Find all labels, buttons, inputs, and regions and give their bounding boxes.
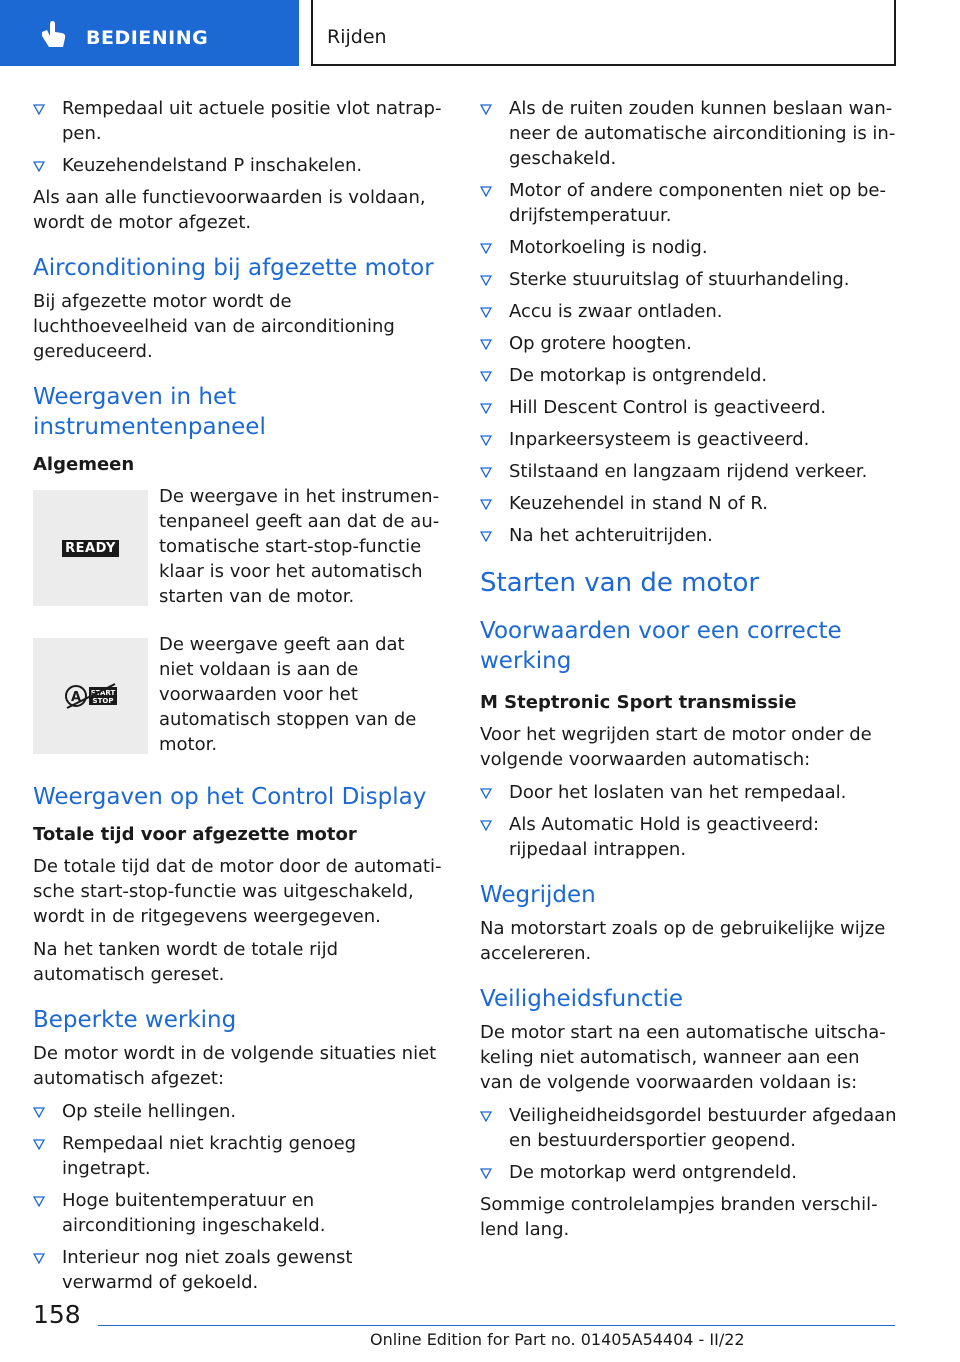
bullet-triangle-icon (480, 820, 492, 831)
bullet-triangle-icon (480, 307, 492, 318)
ready-icon: READY (62, 540, 119, 557)
list-item: Rempedaal niet krachtig genoeg ingetrapt. (33, 1131, 443, 1181)
bullet-triangle-icon (33, 1196, 45, 1207)
bullet-triangle-icon (480, 403, 492, 414)
bullet-triangle-icon (33, 161, 45, 172)
bullet-triangle-icon (480, 435, 492, 446)
list-item: Interieur nog niet zoals gewenst verwarmd of gekoeld. (33, 1245, 443, 1295)
paragraph: De totale tijd dat de motor door de automati-sche start-stop-functie was uitgeschakeld, wordt in de ritgegevens weergegeven. (33, 856, 442, 927)
paragraph: Na motorstart zoals op de gebruikelijke wijze accelereren. (480, 918, 886, 964)
section-heading: Voorwaarden voor een correcte werking (480, 618, 842, 674)
page-header (0, 0, 960, 66)
list-item: Motorkoeling is nodig. (480, 235, 898, 260)
subheading: Algemeen (33, 454, 135, 475)
list-item: Hoge buitentemperatuur en airconditioning ingeschakeld. (33, 1188, 443, 1238)
section-heading: Veiligheidsfunctie (480, 986, 684, 1012)
list-item: Accu is zwaar ontladen. (480, 299, 898, 324)
list-item: Als de ruiten zouden kunnen beslaan wan-neer de automatische airconditioning is in-geschakeld. (480, 96, 898, 171)
list-item: Sterke stuuruitslag of stuurhandeling. (480, 267, 898, 292)
section-label: BEDIENING (86, 27, 209, 49)
paragraph: Sommige controlelampjes branden verschil-lend lang. (480, 1194, 878, 1240)
footer-divider (98, 1325, 895, 1326)
svg-text:START: START (90, 689, 115, 697)
bullet-triangle-icon (480, 104, 492, 115)
list-item: Rempedaal uit actuele positie vlot natrap-pen. (33, 96, 443, 146)
bullet-triangle-icon (480, 339, 492, 350)
section-heading: Weergaven in het instrumentenpaneel (33, 384, 266, 440)
chapter-tab (311, 0, 896, 66)
left-column (33, 96, 443, 1302)
paragraph: De motor wordt in de volgende situaties niet automatisch afgezet: (33, 1043, 437, 1089)
section-heading: Beperkte werking (33, 1007, 237, 1033)
display-entry-startstop (33, 632, 443, 780)
bullet-triangle-icon (33, 1107, 45, 1118)
display-description: De weergave in het instrumen-tenpaneel geeft aan dat de au-tomatische start-stop-functie klaar is voor het automatisch starten van de motor. (159, 486, 440, 607)
chapter-label: Rijden (327, 26, 387, 48)
bullet-triangle-icon (480, 275, 492, 286)
paragraph: Na het tanken wordt de totale rijd automatisch gereset. (33, 939, 338, 985)
subheading: Totale tijd voor afgezette motor (33, 824, 357, 845)
hand-pointer-icon (36, 20, 70, 50)
bullet-triangle-icon (480, 788, 492, 799)
bullet-triangle-icon (480, 467, 492, 478)
display-description: De weergave geeft aan dat niet voldaan is aan de voorwaarden voor het automatisch stoppen van de motor. (159, 634, 417, 755)
page-number: 158 (33, 1300, 81, 1329)
list-item: Door het loslaten van het rempedaal. (480, 780, 898, 805)
list-item: Keuzehendelstand P inschakelen. (33, 153, 443, 178)
subheading: M Steptronic Sport transmissie (480, 692, 797, 713)
ready-indicator-image (33, 490, 148, 606)
bullet-triangle-icon (33, 1253, 45, 1264)
bullet-triangle-icon (33, 1139, 45, 1150)
list-item: Als Automatic Hold is geactiveerd: rijpedaal intrappen. (480, 812, 898, 862)
bullet-triangle-icon (480, 499, 492, 510)
paragraph: Voor het wegrijden start de motor onder de volgende voorwaarden automatisch: (480, 724, 872, 770)
section-heading: Airconditioning bij afgezette motor (33, 255, 434, 281)
list-item: Motor of andere componenten niet op be-drijfstemperatuur. (480, 178, 898, 228)
section-heading: Starten van de motor (480, 568, 760, 598)
auto-start-stop-off-icon (63, 682, 119, 710)
list-item: De motorkap werd ontgrendeld. (480, 1160, 898, 1185)
list-item: De motorkap is ontgrendeld. (480, 363, 898, 388)
bullet-triangle-icon (480, 243, 492, 254)
svg-text:A: A (70, 690, 81, 705)
startstop-indicator-image (33, 638, 148, 754)
display-entry-ready (33, 484, 443, 632)
list-item: Inparkeersysteem is geactiveerd. (480, 427, 898, 452)
edition-note: Online Edition for Part no. 01405A54404 - II/22 (370, 1330, 745, 1349)
bullet-triangle-icon (33, 104, 45, 115)
bullet-triangle-icon (480, 1111, 492, 1122)
list-item: Veiligheidheidsgordel bestuurder afgedaan en bestuurdersportier geopend. (480, 1103, 898, 1153)
section-heading: Weergaven op het Control Display (33, 784, 427, 810)
list-item: Keuzehendel in stand N of R. (480, 491, 898, 516)
right-column (480, 96, 898, 1250)
bullet-triangle-icon (480, 531, 492, 542)
bullet-triangle-icon (480, 1168, 492, 1179)
paragraph: Als aan alle functievoorwaarden is voldaan, wordt de motor afgezet. (33, 187, 426, 233)
list-item: Op grotere hoogten. (480, 331, 898, 356)
bullet-triangle-icon (480, 371, 492, 382)
paragraph: De motor start na een automatische uitscha-keling niet automatisch, wanneer aan een van de volgende voorwaarden voldaan is: (480, 1022, 886, 1093)
bullet-triangle-icon (480, 186, 492, 197)
list-item: Na het achteruitrijden. (480, 523, 898, 548)
section-tab (0, 0, 299, 66)
list-item: Stilstaand en langzaam rijdend verkeer. (480, 459, 898, 484)
list-item: Hill Descent Control is geactiveerd. (480, 395, 898, 420)
paragraph: Bij afgezette motor wordt de luchthoeveelheid van de airconditioning gereduceerd. (33, 291, 395, 362)
svg-text:STOP: STOP (92, 697, 113, 705)
list-item: Op steile hellingen. (33, 1099, 443, 1124)
section-heading: Wegrijden (480, 882, 596, 908)
